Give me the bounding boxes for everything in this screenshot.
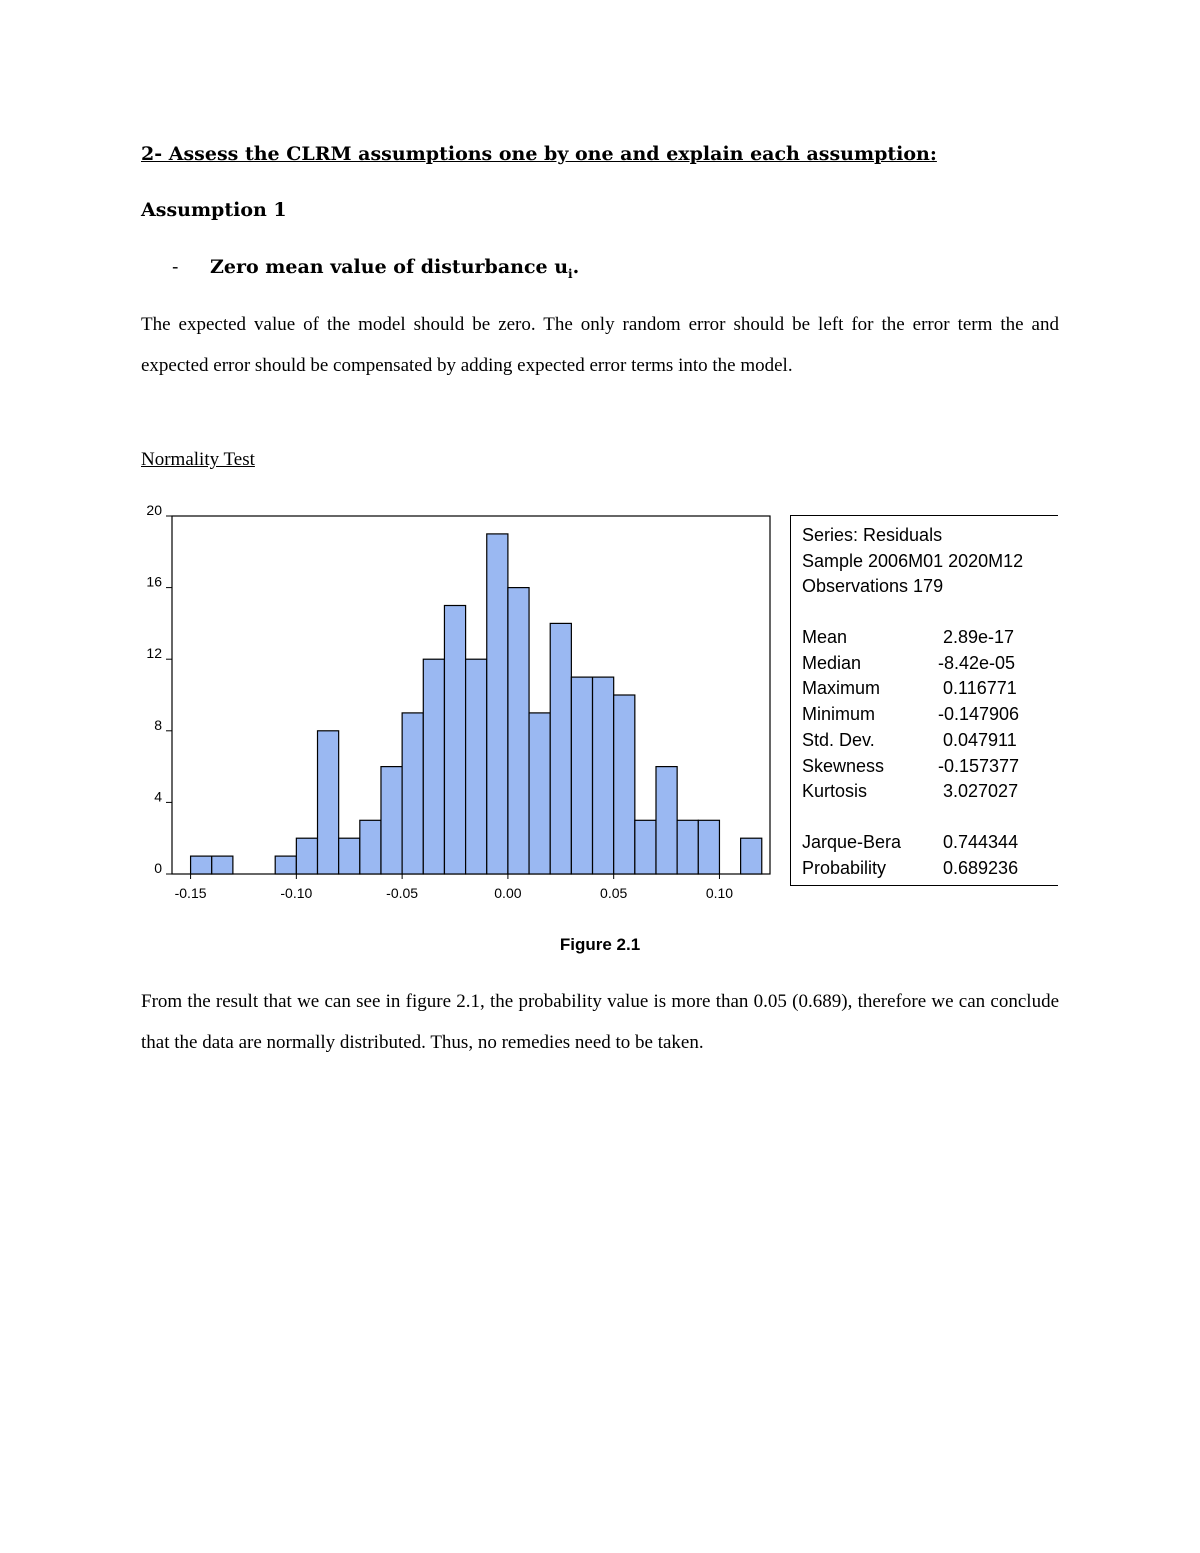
stat-row-value: -8.42e-05 bbox=[938, 652, 1016, 673]
histogram-bar bbox=[677, 820, 698, 874]
stat-row-label: Minimum bbox=[802, 704, 876, 725]
paragraph-expected-value: The expected value of the model should be zero. The only random error should be left for the error term the and expected error should be compensated by adding expected error terms into the model. bbox=[141, 314, 1059, 376]
jb-row-label: Jarque-Bera bbox=[802, 832, 902, 852]
histogram-bar bbox=[593, 677, 614, 874]
bullet-main: Zero mean value of disturbance u bbox=[210, 256, 569, 278]
histogram-bar bbox=[444, 606, 465, 875]
x-tick-label: -0.15 bbox=[174, 885, 207, 901]
stat-row-value: 3.027027 bbox=[938, 781, 1019, 802]
bullet-item bbox=[172, 256, 579, 281]
stats-observations: Observations 179 bbox=[802, 576, 944, 596]
section-heading: 2- Assess the CLRM assumptions one by one and explain each assumption: bbox=[141, 143, 937, 165]
histogram-bar bbox=[296, 838, 317, 874]
histogram-bar bbox=[635, 820, 656, 874]
x-tick-label: -0.10 bbox=[280, 885, 313, 901]
paragraph-conclusion: From the result that we can see in figure 2.1, the probability value is more than 0.05 (0.689), therefore we can conclude that the data are normally distributed. Thus, no remedies need to be taken. bbox=[141, 991, 1059, 1053]
y-tick-label: 16 bbox=[146, 573, 162, 590]
histogram-bar bbox=[508, 588, 529, 874]
histogram-bar bbox=[212, 856, 233, 874]
stat-row-label: Maximum bbox=[802, 678, 881, 699]
x-tick-label: -0.05 bbox=[386, 885, 419, 901]
bullet-suffix: . bbox=[572, 256, 580, 278]
stat-row-label: Std. Dev. bbox=[802, 729, 875, 750]
y-tick-label: 0 bbox=[154, 860, 162, 876]
stats-sample: Sample 2006M01 2020M12 bbox=[802, 551, 1024, 571]
histogram-bar bbox=[360, 820, 381, 874]
histogram-chart bbox=[120, 500, 780, 910]
x-tick-label: 0.05 bbox=[600, 885, 628, 901]
stat-row-value: 0.047911 bbox=[938, 729, 1017, 750]
normality-test-subheading: Normality Test bbox=[141, 449, 255, 470]
stat-row-label: Skewness bbox=[802, 755, 885, 776]
jb-row-value: 0.744344 bbox=[938, 832, 1019, 852]
jb-row-value: 0.689236 bbox=[938, 857, 1019, 878]
histogram-bar bbox=[275, 856, 296, 874]
y-tick-label: 12 bbox=[146, 645, 162, 662]
y-tick-label: 20 bbox=[146, 502, 162, 518]
x-tick-label: 0.10 bbox=[705, 885, 734, 901]
histogram-bar bbox=[423, 659, 444, 874]
jb-row-label: Probability bbox=[802, 857, 887, 878]
assumption-title: Assumption 1 bbox=[141, 199, 287, 221]
histogram-bar bbox=[402, 713, 423, 874]
histogram-bar bbox=[381, 767, 402, 874]
stat-row-label: Median bbox=[802, 652, 862, 673]
stats-panel bbox=[790, 515, 1058, 886]
histogram-bar bbox=[698, 820, 719, 874]
bullet-dash: - bbox=[172, 256, 179, 278]
figure-caption: Figure 2.1 bbox=[559, 935, 641, 954]
histogram-bar bbox=[656, 767, 677, 874]
y-tick-label: 8 bbox=[154, 716, 162, 733]
histogram-bar bbox=[318, 731, 339, 874]
stat-row-label: Kurtosis bbox=[802, 781, 868, 802]
y-tick-label: 4 bbox=[154, 788, 162, 805]
histogram-bar bbox=[487, 534, 508, 874]
histogram-bar bbox=[529, 713, 550, 874]
histogram-bar bbox=[466, 659, 487, 874]
stat-row-value: -0.147906 bbox=[938, 704, 1020, 725]
histogram-bar bbox=[741, 838, 762, 874]
histogram-bar bbox=[550, 623, 571, 874]
bullet-text bbox=[210, 256, 580, 281]
stat-row-label: Mean bbox=[802, 627, 848, 647]
stat-row-value: -0.157377 bbox=[938, 755, 1020, 776]
x-tick-label: 0.00 bbox=[494, 885, 522, 901]
histogram-bar bbox=[614, 695, 635, 874]
histogram-bar bbox=[571, 677, 592, 874]
stats-series: Series: Residuals bbox=[802, 525, 943, 545]
stat-row-value: 0.116771 bbox=[938, 678, 1017, 699]
histogram-bar bbox=[339, 838, 360, 874]
bullet-subscript: i bbox=[568, 266, 573, 281]
stat-row-value: 2.89e-17 bbox=[938, 627, 1015, 647]
histogram-bar bbox=[191, 856, 212, 874]
